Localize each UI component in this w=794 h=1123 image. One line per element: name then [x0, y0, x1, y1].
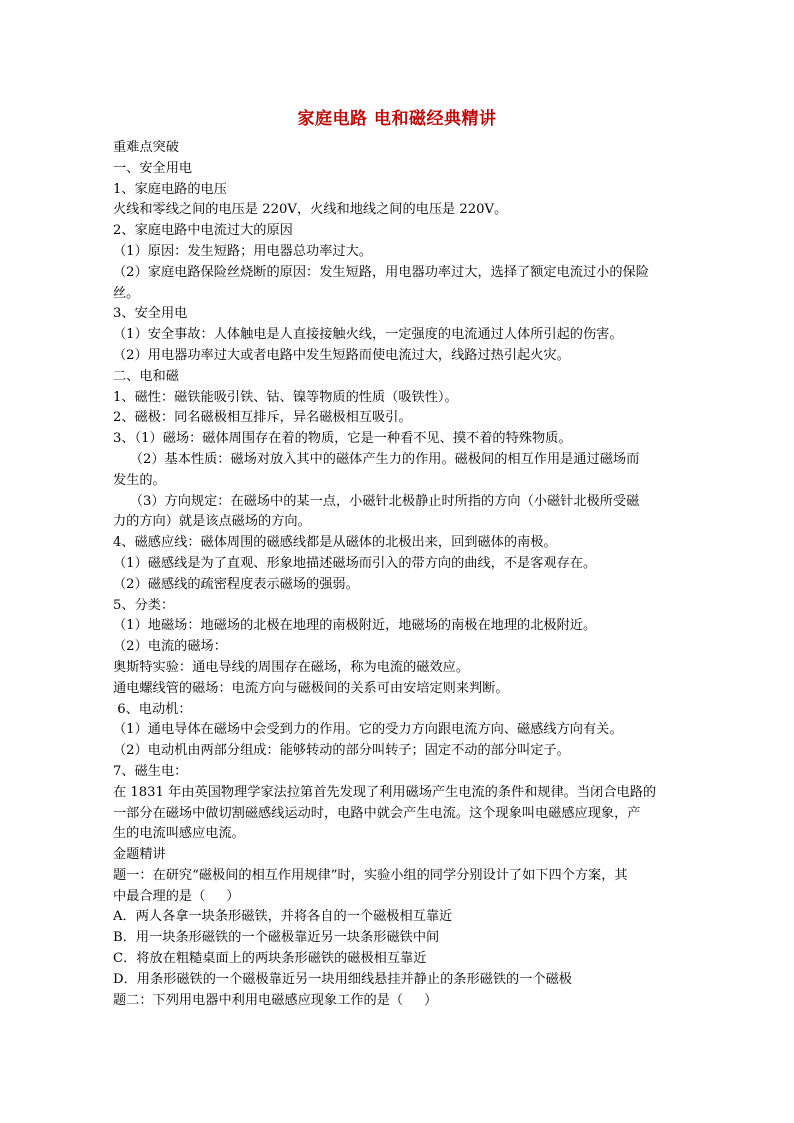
text-line: 奥斯特实验：通电导线的周围存在磁场，称为电流的磁效应。 — [113, 659, 470, 675]
text-line: 发生的。 — [113, 472, 166, 488]
text-line: 7、磁生电： — [113, 763, 188, 779]
text-line: 题二：下列用电器中利用电磁感应现象工作的是（ ） — [113, 992, 438, 1008]
text-line: A．两人各拿一块条形磁铁，并将各自的一个磁极相互靠近 — [113, 909, 453, 925]
text-line: 一部分在磁场中做切割磁感线运动时，电路中就会产生电流。这个现象叫电磁感应现象，产 — [113, 805, 641, 821]
text-line: D．用条形磁铁的一个磁极靠近另一块用细线悬挂并静止的条形磁铁的一个磁极 — [113, 971, 572, 987]
document-body — [113, 138, 683, 1011]
text-line: 一、安全用电 — [113, 160, 193, 176]
text-line: （1）通电导体在磁场中会受到力的作用。它的受力方向跟电流方向、磁感线方向有关。 — [113, 722, 623, 738]
text-line: （3）方向规定：在磁场中的某一点，小磁针北极静止时所指的方向（小磁针北极所受磁 — [113, 493, 640, 509]
text-line: （1）磁感线是为了直观、形象地描述磁场而引入的带方向的曲线，不是客观存在。 — [113, 555, 597, 571]
text-line: （1）地磁场：地磁场的北极在地理的南极附近，地磁场的南极在地理的北极附近。 — [113, 618, 597, 634]
text-line: 二、电和磁 — [113, 368, 179, 384]
text-line: （1）原因：发生短路；用电器总功率过大。 — [113, 243, 372, 259]
text-line: 金题精讲 — [113, 847, 166, 863]
text-line: 6、电动机： — [113, 701, 192, 717]
text-line: 5、分类： — [113, 597, 175, 613]
text-line: （2）电流的磁场： — [113, 639, 227, 655]
text-line: 丝。 — [113, 285, 140, 301]
text-line: 火线和零线之间的电压是 220V，火线和地线之间的电压是 220V。 — [113, 202, 508, 218]
text-line: （2）电动机由两部分组成：能够转动的部分叫转子；固定不动的部分叫定子。 — [113, 743, 570, 759]
text-line: （1）安全事故：人体触电是人直接接触火线，一定强度的电流通过人体所引起的伤害。 — [113, 327, 623, 343]
text-line: （2）磁感线的疏密程度表示磁场的强弱。 — [113, 576, 359, 592]
text-line: 重难点突破 — [113, 140, 179, 155]
text-line: B．用一块条形磁铁的一个磁极靠近另一块条形磁铁中间 — [113, 930, 440, 946]
text-line: （2）家庭电路保险丝烧断的原因：发生短路，用电器功率过大，选择了额定电流过小的保险 — [113, 264, 649, 280]
text-line: （2）用电器功率过大或者电路中发生短路而使电流过大，线路过热引起火灾。 — [113, 347, 570, 363]
text-line: 生的电流叫感应电流。 — [113, 826, 245, 842]
page-title: 家庭电路 电和磁经典精讲 — [297, 109, 497, 129]
text-line: 题一：在研究“磁极间的相互作用规律”时，实验小组的同学分别设计了如下四个方案，其 — [113, 867, 628, 883]
text-line: （2）基本性质：磁场对放入其中的磁体产生力的作用。磁极间的相互作用是通过磁场而 — [113, 451, 640, 467]
text-line: 1、家庭电路的电压 — [113, 181, 227, 197]
text-line: 中最合理的是（ ） — [113, 888, 240, 904]
text-line: 在 1831 年由英国物理学家法拉第首先发现了利用磁场产生电流的条件和规律。当闭合电路的 — [113, 784, 657, 800]
text-line: 2、磁极：同名磁极相互排斥，异名磁极相互吸引。 — [113, 410, 412, 426]
text-line: 通电螺线管的磁场：电流方向与磁极间的关系可由安培定则来判断。 — [113, 680, 509, 696]
text-line: 1、磁性：磁铁能吸引铁、钴、镍等物质的性质（吸铁性）。 — [113, 389, 458, 405]
text-line: 4、磁感应线：磁体周围的磁感线都是从磁体的北极出来，回到磁体的南极。 — [113, 535, 557, 551]
text-line: 3、安全用电 — [113, 306, 188, 322]
text-line: 力的方向）就是该点磁场的方向。 — [113, 514, 311, 530]
text-line: 2、家庭电路中电流过大的原因 — [113, 223, 293, 239]
text-line: 3、（1）磁场：磁体周围存在着的物质，它是一种看不见、摸不着的特殊物质。 — [113, 431, 572, 447]
text-line: C．将放在粗糙桌面上的两块条形磁铁的磁极相互靠近 — [113, 951, 427, 967]
